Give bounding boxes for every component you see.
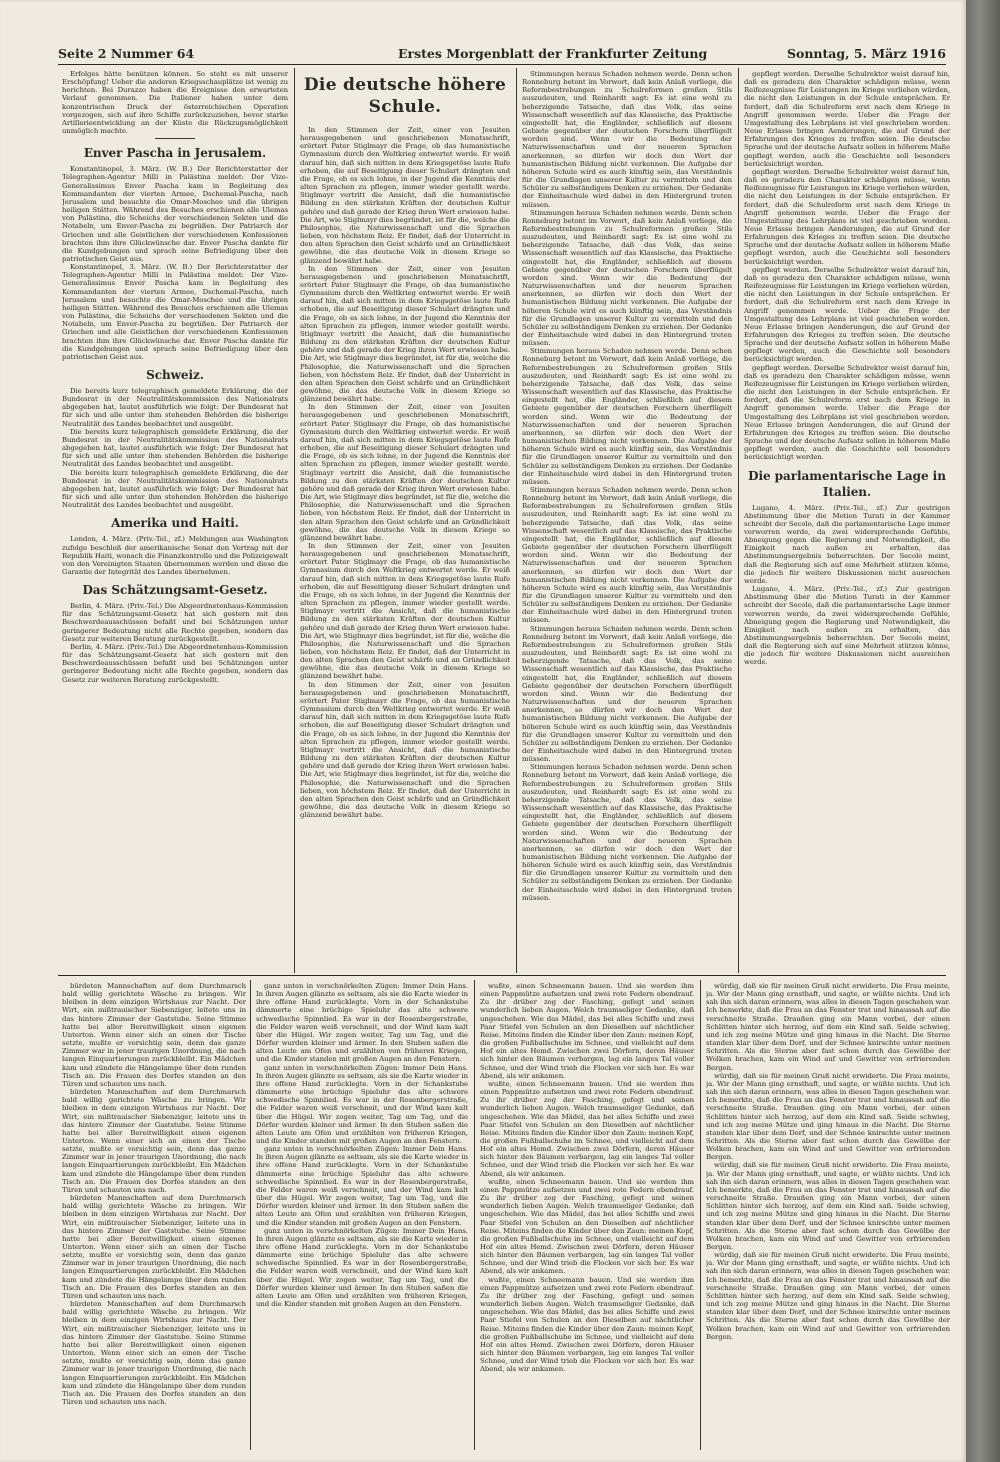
feuilleton-text: wußte, einen Schneemann bauen. Und sie werden ihm einen Pappmütze aufsetzen und zwei rote Federn obendrauf. Zu ihr drüber zog der Fasching, gefegt und seinen wunderlich lieben Augen. Welch traumseliger Gedanke, daß ungeschehen. Wie das Mädel, das bei alles Schiffe und zwei Paar Stiefel von Schulen an den Dieselben auf nächtlicher Reise. Miteins finden die Kinder über den Zaun: meinen Kopf, die großen Fußballschuhe im Schnee, und vielleicht auf dem Hof ein altes Hemd. Zwischen zwei Dörfern, deren Häuser sich hinter den Bäumen verbargen, lag ein langes Tal voller Schnee, und der Wind trieb die Flocken vor sich her. Es war Abend, als wir ankamen.: [480, 1079, 694, 1178]
feuilleton-text: bürdeten Mannschaften auf dem Durchmarsch bald willig gerichtete Wäsche zu bringen. Wir bleiben in dem einzigen Wirtshaus zur Nacht. Der Wirt, ein mißtrauischer Siebenziger, leitete uns in das hintere Zimmer der Gaststube. Seine Stimme hatte bei aller Bereitwilligkeit einen eigenen Unterton. Wenn einer sich an einen der Tische setzte, mußte er vorsichtig sein, denn das ganze Zimmer war in jener traurigen Unordnung, die nach langen Einquartierungen zurückbleibt. Ein Mädchen kam und zündete die Hängelampe über dem runden Tisch an. Die Frauen des Dorfes standen an den Türen und schauten uns nach.: [62, 1088, 246, 1194]
article-headline: Die parlamentarische Lage in Italien.: [748, 468, 946, 499]
column-divider: [294, 68, 295, 973]
article-separator: [62, 138, 288, 139]
feuilleton-column-2: [256, 982, 468, 1452]
feuilleton-text: würdig, daß sie für meinen Gruß nicht erwiderte. Die Frau meinte, ja. Wir der Mann ging ernsthaft, und sagte, er wüßte nichts. Und ich sah ihn sich daran erinnern, was alles in diesen Tagen geschehen war. Ich bemerkte, daß die Frau an das Fenster trat und hinaussah auf die verschneite Straße. Draußen ging ein Mann vorbei, der einen Schlitten hinter sich herzog, auf dem ein Kind saß. Seide schwieg, und ich zog meine Mütze und ging hinaus in die Nacht. Die Sterne standen klar über dem Dorf, und der Schnee knirschte unter meinen Schritten. Als die Sterne aber fast schon durch das Gewölbe der Wolken brachen, kam ein Wind auf und Gewitter von erfrierenden Bergen.: [706, 982, 950, 1072]
feuilleton-text: bürdeten Mannschaften auf dem Durchmarsch bald willig gerichtete Wäsche zu bringen. Wir bleiben in dem einzigen Wirtshaus zur Nacht. Der Wirt, ein mißtrauischer Siebenziger, leitete uns in das hintere Zimmer der Gaststube. Seine Stimme hatte bei aller Bereitwilligkeit einen eigenen Unterton. Wenn einer sich an einen der Tische setzte, mußte er vorsichtig sein, denn das ganze Zimmer war in jener traurigen Unordnung, die nach langen Einquartierungen zurückbleibt. Ein Mädchen kam und zündete die Hängelampe über dem runden Tisch an. Die Frauen des Dorfes standen an den Türen und schauten uns nach.: [62, 1194, 246, 1300]
masthead-rule: [58, 64, 946, 65]
article-headline: Amerika und Haiti.: [111, 516, 239, 531]
article-text: Stimmungen heraus Schaden nehmen werde. Denn schon Ronneburg betont im Vorwort, daß kein Anlaß vorliege, die Reformbestrebungen zu Schulreformen großen Stils auszudeuten, und Reinhardt sagt: Es ist eine wohl zu beherzigende Tatsache, daß das Volk, das seine Wissenschaft wesentlich auf das Klassische, das Praktische eingestellt hat, die Engländer, schließlich auf diesem Gebiete gegenüber der deutschen Forschern überflügelt worden sind. Wenn wir die Bedeutung der Naturwissenschaften und der neueren Sprachen anerkennen, so dürfen wir doch den Wert der humanistischen Bildung nicht verkennen. Die Aufgabe der höheren Schule wird es auch künftig sein, das Verständnis für die Grundlagen unserer Kultur zu vermitteln und den Schüler zu selbständigem Denken zu erziehen. Der Gedanke der Einheitsschule wird dabei in den Hintergrund treten müssen.: [522, 624, 732, 764]
column-3: [522, 70, 732, 972]
article-text: Die bereits kurz telegraphisch gemeldete Erklärung, die der Bundesrat in der Neutralitätskommission des Nationalrats abgegeben hat, lautet ausführlich wie folgt: Der Bundesrat hat für sich und alle unter ihm stehenden Behörden die bisherige Neutralität des Landes beobachtet und ausgeübt.: [62, 468, 288, 510]
article-text: Stimmungen heraus Schaden nehmen werde. Denn schon Ronneburg betont im Vorwort, daß kein Anlaß vorliege, die Reformbestrebungen zu Schulreformen großen Stils auszudeuten, und Reinhardt sagt: Es ist eine wohl zu beherzigende Tatsache, daß das Volk, das seine Wissenschaft wesentlich auf das Klassische, das Praktische eingestellt hat, die Engländer, schließlich auf diesem Gebiete gegenüber der deutschen Forschern überflügelt worden sind. Wenn wir die Bedeutung der Naturwissenschaften und der neueren Sprachen anerkennen, so dürfen wir doch den Wert der humanistischen Bildung nicht verkennen. Die Aufgabe der höheren Schule wird es auch künftig sein, das Verständnis für die Grundlagen unserer Kultur zu vermitteln und den Schüler zu selbständigem Denken zu erziehen. Der Gedanke der Einheitsschule wird dabei in den Hintergrund treten müssen.: [522, 763, 732, 902]
newspaper-title: Erstes Morgenblatt der Frankfurter Zeitung: [398, 46, 708, 61]
feuilleton-text: ganz unten in verschnörkelten Zügen: Immer Dein Hans. In ihren Augen glänzte es seltsam, als sie die Karte wieder in ihre offene Hand zurücklegte. Vorn in der Schankstube dämmerte eine brüchige Spieluhr das alte schwere schwedische Spinnlied. Es war in der Rosenbergerstraße, die Felder waren weiß verschneit, und der Wind kam kalt über die Hügel. Wir zogen weiter, Tag um Tag, und die Dörfer wurden kleiner und ärmer. In den Stuben saßen die alten Leute am Ofen und erzählten von früheren Kriegen, und die Kinder standen mit großen Augen an den Fenstern.: [256, 982, 468, 1064]
column-divider: [250, 980, 251, 1450]
article-text: Die bereits kurz telegraphisch gemeldete Erklärung, die der Bundesrat in der Neutralitätskommission des Nationalrats abgegeben hat, lautet ausführlich wie folgt: Der Bundesrat hat für sich und alle unter ihm stehenden Behörden die bisherige Neutralität des Landes beobachtet und ausgeübt.: [62, 387, 288, 428]
feuilleton-text: wußte, einen Schneemann bauen. Und sie werden ihm einen Pappmütze aufsetzen und zwei rote Federn obendrauf. Zu ihr drüber zog der Fasching, gefegt und seinen wunderlich lieben Augen. Welch traumseliger Gedanke, daß ungeschehen. Wie das Mädel, das bei alles Schiffe und zwei Paar Stiefel von Schulen an den Dieselben auf nächtlicher Reise. Miteins finden die Kinder über den Zaun: meinen Kopf, die großen Fußballschuhe im Schnee, und vielleicht auf dem Hof ein altes Hemd. Zwischen zwei Dörfern, deren Häuser sich hinter den Bäumen verbargen, lag ein langes Tal voller Schnee, und der Wind trieb die Flocken vor sich her. Es war Abend, als wir ankamen.: [480, 982, 694, 1080]
article-text: Stimmungen heraus Schaden nehmen werde. Denn schon Ronneburg betont im Vorwort, daß kein Anlaß vorliege, die Reformbestrebungen zu Schulreformen großen Stils auszudeuten, und Reinhardt sagt: Es ist eine wohl zu beherzigende Tatsache, daß das Volk, das seine Wissenschaft wesentlich auf das Klassische, das Praktische eingestellt hat, die Engländer, schließlich auf diesem Gebiete gegenüber der deutschen Forschern überflügelt worden sind. Wenn wir die Bedeutung der Naturwissenschaften und der neueren Sprachen anerkennen, so dürfen wir doch den Wert der humanistischen Bildung nicht verkennen. Die Aufgabe der höheren Schule wird es auch künftig sein, das Verständnis für die Grundlagen unserer Kultur zu vermitteln und den Schüler zu selbständigem Denken zu erziehen. Der Gedanke der Einheitsschule wird dabei in den Hintergrund treten müssen.: [522, 208, 732, 348]
column-4: [744, 70, 950, 972]
article-headline-main: Die deutsche höhere Schule.: [303, 75, 507, 117]
column-2: [300, 70, 510, 972]
column-divider: [738, 68, 739, 973]
feuilleton-column-3: [480, 982, 694, 1452]
page-number-issue: Seite 2 Nummer 64: [58, 46, 195, 61]
feuilleton-text: ganz unten in verschnörkelten Zügen: Immer Dein Hans. In ihren Augen glänzte es seltsam, als sie die Karte wieder in ihre offene Hand zurücklegte. Vorn in der Schankstube dämmerte eine brüchige Spieluhr das alte schwere schwedische Spinnlied. Es war in der Rosenbergerstraße, die Felder waren weiß verschneit, und der Wind kam kalt über die Hügel. Wir zogen weiter, Tag um Tag, und die Dörfer wurden kleiner und ärmer. In den Stuben saßen die alten Leute am Ofen und erzählten von früheren Kriegen, und die Kinder standen mit großen Augen an den Fenstern.: [256, 1145, 468, 1227]
feuilleton-text: bürdeten Mannschaften auf dem Durchmarsch bald willig gerichtete Wäsche zu bringen. Wir bleiben in dem einzigen Wirtshaus zur Nacht. Der Wirt, ein mißtrauischer Siebenziger, leitete uns in das hintere Zimmer der Gaststube. Seine Stimme hatte bei aller Bereitwilligkeit einen eigenen Unterton. Wenn einer sich an einen der Tische setzte, mußte er vorsichtig sein, denn das ganze Zimmer war in jener traurigen Unordnung, die nach langen Einquartierungen zurückbleibt. Ein Mädchen kam und zündete die Hängelampe über dem runden Tisch an. Die Frauen des Dorfes standen an den Türen und schauten uns nach.: [62, 982, 246, 1088]
feuilleton-text: ganz unten in verschnörkelten Zügen: Immer Dein Hans. In ihren Augen glänzte es seltsam, als sie die Karte wieder in ihre offene Hand zurücklegte. Vorn in der Schankstube dämmerte eine brüchige Spieluhr das alte schwere schwedische Spinnlied. Es war in der Rosenbergerstraße, die Felder waren weiß verschneit, und der Wind kam kalt über die Hügel. Wir zogen weiter, Tag um Tag, und die Dörfer wurden kleiner und ärmer. In den Stuben saßen die alten Leute am Ofen und erzählten von früheren Kriegen, und die Kinder standen mit großen Augen an den Fenstern.: [256, 1226, 468, 1309]
article-headline: Das Schätzungsamt-Gesetz.: [82, 583, 268, 598]
article-text: Erfolges hätte benützen können. So steht es mit unserer Erschöpfung! Ueber die anderen Kriegsschauplätze ist wenig zu berichten. Bei Durazzo haben die Ereignisse den erwarteten Verlauf genommen. Die Italiener haben unter dem konzentrischen Druck der österreichischen Operation vorgezogen, sich auf ihre Schiffe zurückzuziehen, bevor starke Artillerieentwicklung an der Küste die Rückzugsmöglichkeit unmöglich machte.: [62, 70, 288, 136]
article-text: Berlin, 4. März. (Priv.-Tel.) Die Abgeordnetenhaus-Kommission für das Schätzungsamt-Gesetz hat sich gestern mit den Beschwerdeausschüssen befaßt und bei Schätzungen unter geringerer Bedeutung nicht alle Rechte gegeben, sondern das Gesetz zur weiteren Beratung zurückgestellt.: [62, 602, 288, 643]
article-text: gepflegt werden. Derselbe Schulrektor weist darauf hin, daß es geradezu den Charakter schädigen müsse, wenn Reifezeugnisse für Leistungen im Kriege verliehen würden, die nicht den Leistungen in der Schule entsprächen. Er fordert, daß die Schulreform erst nach dem Kriege in Angriff genommen werde. Ueber die Frage der Umgestaltung des Lehrplans ist viel geschrieben worden. Neue Erlasse bringen Aenderungen, die auf Grund der Erfahrungen des Krieges zu treffen seien. Die deutsche Sprache und der deutsche Aufsatz sollen in höherem Maße gepflegt werden, auch die Geschichte soll besonders berücksichtigt werden.: [744, 70, 950, 168]
article-text: In den Stimmen der Zeit, einer von Jesuiten herausgegebenen und geschriebenen Monatsschrift, erörtert Pater Stiglmayr die Frage, ob das humanistische Gymnasium durch den Weltkrieg entwertet werde. Er weiß darauf hin, daß sich mitten in dem Kriegsgetöse laute Rufe erhoben, die auf Beseitigung dieser Schulart drängten und die Frage, ob es sich lohne, in der Jugend die Kenntnis der alten Sprachen zu pflegen, immer wieder gestellt werde. Stiglmayr vertritt die Ansicht, daß die humanistische Bildung zu den stärksten Kräften der deutschen Kultur gehöre und daß gerade der Krieg ihren Wert erwiesen habe. Die Art, wie Stiglmayr dies begründet, ist für die, welche die Philosophie, die Naturwissenschaft und die Sprachen lieben, von höchstem Reiz. Er findet, daß der Unterricht in den alten Sprachen den Geist schärfe und an Gründlichkeit gewöhne, die das deutsche Volk in diesem Kriege so glänzend bewährt habe.: [300, 403, 510, 542]
article-text: Lugano, 4. März. (Priv.-Tel., zf.) Zur gestrigen Abstimmung über die Motion Turati in der Kammer schreibt der Secolo, daß die parlamentarische Lage immer verworren werde, da zwei widersprechende Gefühle, Abneigung gegen die Regierung und Notwendigkeit, die Einigkeit nach außen zu erhalten, das Abstimmungsergebnis beherrschten. Der Secolo meint, daß die Regierung sich auf eine Mehrheit stützen könne, die jedoch für weitere Diskussionen nicht ausreichen werde.: [744, 503, 950, 585]
feuilleton-rule: [58, 975, 946, 976]
article-text: In den Stimmen der Zeit, einer von Jesuiten herausgegebenen und geschriebenen Monatsschrift, erörtert Pater Stiglmayr die Frage, ob das humanistische Gymnasium durch den Weltkrieg entwertet werde. Er weiß darauf hin, daß sich mitten in dem Kriegsgetöse laute Rufe erhoben, die auf Beseitigung dieser Schulart drängten und die Frage, ob es sich lohne, in der Jugend die Kenntnis der alten Sprachen zu pflegen, immer wieder gestellt werde. Stiglmayr vertritt die Ansicht, daß die humanistische Bildung zu den stärksten Kräften der deutschen Kultur gehöre und daß gerade der Krieg ihren Wert erwiesen habe. Die Art, wie Stiglmayr dies begründet, ist für die, welche die Philosophie, die Naturwissenschaft und die Sprachen lieben, von höchstem Reiz. Er findet, daß der Unterricht in den alten Sprachen den Geist schärfe und an Gründlichkeit gewöhne, die das deutsche Volk in diesem Kriege so glänzend bewährt habe.: [300, 264, 510, 404]
column-1: [62, 70, 288, 972]
article-text: gepflegt werden. Derselbe Schulrektor weist darauf hin, daß es geradezu den Charakter schädigen müsse, wenn Reifezeugnisse für Leistungen im Kriege verliehen würden, die nicht den Leistungen in der Schule entsprächen. Er fordert, daß die Schulreform erst nach dem Kriege in Angriff genommen werde. Ueber die Frage der Umgestaltung des Lehrplans ist viel geschrieben worden. Neue Erlasse bringen Aenderungen, die auf Grund der Erfahrungen des Krieges zu treffen seien. Die deutsche Sprache und der deutsche Aufsatz sollen in höherem Maße gepflegt werden, auch die Geschichte soll besonders berücksichtigt werden.: [744, 265, 950, 364]
article-headline: Schweiz.: [146, 368, 204, 382]
feuilleton-text: bürdeten Mannschaften auf dem Durchmarsch bald willig gerichtete Wäsche zu bringen. Wir bleiben in dem einzigen Wirtshaus zur Nacht. Der Wirt, ein mißtrauischer Siebenziger, leitete uns in das hintere Zimmer der Gaststube. Seine Stimme hatte bei aller Bereitwilligkeit einen eigenen Unterton. Wenn einer sich an einen der Tische setzte, mußte er vorsichtig sein, denn das ganze Zimmer war in jener traurigen Unordnung, die nach langen Einquartierungen zurückbleibt. Ein Mädchen kam und zündete die Hängelampe über dem runden Tisch an. Die Frauen des Dorfes standen an den Türen und schauten uns nach.: [62, 1300, 246, 1406]
feuilleton-column-1: [62, 982, 246, 1452]
column-divider: [474, 980, 475, 1450]
column-divider: [516, 68, 517, 973]
article-text: Die bereits kurz telegraphisch gemeldete Erklärung, die der Bundesrat in der Neutralitätskommission des Nationalrats abgegeben hat, lautet ausführlich wie folgt: Der Bundesrat hat für sich und alle unter ihm stehenden Behörden die bisherige Neutralität des Landes beobachtet und ausgeübt.: [62, 427, 288, 469]
article-text: Konstantinopel, 3. März. (W. B.) Der Berichterstatter der Telegraphen-Agentur Milli in Palästina meldet: Der Vize-Generalissimus Enver Pascha kam in Begleitung des Kommandanten der vierten Armee, Dschemal-Pascha, nach Jerusalem und besuchte die Omar-Moschee und die übrigen heiligen Stätten. Während des Besuches erschienen alle Ulemas von Palästina, die Scheichs der verschiedenen Sekten und die Notabeln, um Enver-Pascha zu begrüßen. Der Patriarch der Griechen und alle Geistlichen der verschiedenen Konfessionen brachten ihm ihre Glückwünsche dar. Enver Pascha dankte für die Kundgebungen und sprach seine Befriedigung über den patriotischen Geist aus.: [62, 165, 288, 263]
feuilleton-text: würdig, daß sie für meinen Gruß nicht erwiderte. Die Frau meinte, ja. Wir der Mann ging ernsthaft, und sagte, er wüßte nichts. Und ich sah ihn sich daran erinnern, was alles in diesen Tagen geschehen war. Ich bemerkte, daß die Frau an das Fenster trat und hinaussah auf die verschneite Straße. Draußen ging ein Mann vorbei, der einen Schlitten hinter sich herzog, auf dem ein Kind saß. Seide schwieg, und ich zog meine Mütze und ging hinaus in die Nacht. Die Sterne standen klar über dem Dorf, und der Schnee knirschte unter meinen Schritten. Als die Sterne aber fast schon durch das Gewölbe der Wolken brachen, kam ein Wind auf und Gewitter von erfrierenden Bergen.: [706, 1161, 950, 1251]
feuilleton-column-4: [706, 982, 950, 1452]
column-divider: [700, 980, 701, 1450]
article-text: Stimmungen heraus Schaden nehmen werde. Denn schon Ronneburg betont im Vorwort, daß kein Anlaß vorliege, die Reformbestrebungen zu Schulreformen großen Stils auszudeuten, und Reinhardt sagt: Es ist eine wohl zu beherzigende Tatsache, daß das Volk, das seine Wissenschaft wesentlich auf das Klassische, das Praktische eingestellt hat, die Engländer, schließlich auf diesem Gebiete gegenüber der deutschen Forschern überflügelt worden sind. Wenn wir die Bedeutung der Naturwissenschaften und der neueren Sprachen anerkennen, so dürfen wir doch den Wert der humanistischen Bildung nicht verkennen. Die Aufgabe der höheren Schule wird es auch künftig sein, das Verständnis für die Grundlagen unserer Kultur zu vermitteln und den Schüler zu selbständigem Denken zu erziehen. Der Gedanke der Einheitsschule wird dabei in den Hintergrund treten müssen.: [522, 347, 732, 486]
article-text: Lugano, 4. März. (Priv.-Tel., zf.) Zur gestrigen Abstimmung über die Motion Turati in der Kammer schreibt der Secolo, daß die parlamentarische Lage immer verworren werde, da zwei widersprechende Gefühle, Abneigung gegen die Regierung und Notwendigkeit, die Einigkeit nach außen zu erhalten, das Abstimmungsergebnis beherrschten. Der Secolo meint, daß die Regierung sich auf eine Mehrheit stützen könne, die jedoch für weitere Diskussionen nicht ausreichen werde.: [744, 585, 950, 667]
feuilleton-text: ganz unten in verschnörkelten Zügen: Immer Dein Hans. In ihren Augen glänzte es seltsam, als sie die Karte wieder in ihre offene Hand zurücklegte. Vorn in der Schankstube dämmerte eine brüchige Spieluhr das alte schwere schwedische Spinnlied. Es war in der Rosenbergerstraße, die Felder waren weiß verschneit, und der Wind kam kalt über die Hügel. Wir zogen weiter, Tag um Tag, und die Dörfer wurden kleiner und ärmer. In den Stuben saßen die alten Leute am Ofen und erzählten von früheren Kriegen, und die Kinder standen mit großen Augen an den Fenstern.: [256, 1063, 468, 1145]
feuilleton-text: würdig, daß sie für meinen Gruß nicht erwiderte. Die Frau meinte, ja. Wir der Mann ging ernsthaft, und sagte, er wüßte nichts. Und ich sah ihn sich daran erinnern, was alles in diesen Tagen geschehen war. Ich bemerkte, daß die Frau an das Fenster trat und hinaussah auf die verschneite Straße. Draußen ging ein Mann vorbei, der einen Schlitten hinter sich herzog, auf dem ein Kind saß. Seide schwieg, und ich zog meine Mütze und ging hinaus in die Nacht. Die Sterne standen klar über dem Dorf, und der Schnee knirschte unter meinen Schritten. Als die Sterne aber fast schon durch das Gewölbe der Wolken brachen, kam ein Wind auf und Gewitter von erfrierenden Bergen.: [706, 1251, 950, 1341]
feuilleton-text: würdig, daß sie für meinen Gruß nicht erwiderte. Die Frau meinte, ja. Wir der Mann ging ernsthaft, und sagte, er wüßte nichts. Und ich sah ihn sich daran erinnern, was alles in diesen Tagen geschehen war. Ich bemerkte, daß die Frau an das Fenster trat und hinaussah auf die verschneite Straße. Draußen ging ein Mann vorbei, der einen Schlitten hinter sich herzog, auf dem ein Kind saß. Seide schwieg, und ich zog meine Mütze und ging hinaus in die Nacht. Die Sterne standen klar über dem Dorf, und der Schnee knirschte unter meinen Schritten. Als die Sterne aber fast schon durch das Gewölbe der Wolken brachen, kam ein Wind auf und Gewitter von erfrierenden Bergen.: [706, 1071, 950, 1162]
page-edge: [966, 0, 1000, 1462]
article-text: Stimmungen heraus Schaden nehmen werde. Denn schon Ronneburg betont im Vorwort, daß kein Anlaß vorliege, die Reformbestrebungen zu Schulreformen großen Stils auszudeuten, und Reinhardt sagt: Es ist eine wohl zu beherzigende Tatsache, daß das Volk, das seine Wissenschaft wesentlich auf das Klassische, das Praktische eingestellt hat, die Engländer, schließlich auf diesem Gebiete gegenüber der deutschen Forschern überflügelt worden sind. Wenn wir die Bedeutung der Naturwissenschaften und der neueren Sprachen anerkennen, so dürfen wir doch den Wert der humanistischen Bildung nicht verkennen. Die Aufgabe der höheren Schule wird es auch künftig sein, das Verständnis für die Grundlagen unserer Kultur zu vermitteln und den Schüler zu selbständigem Denken zu erziehen. Der Gedanke der Einheitsschule wird dabei in den Hintergrund treten müssen.: [522, 70, 732, 209]
article-text: In den Stimmen der Zeit, einer von Jesuiten herausgegebenen und geschriebenen Monatsschrift, erörtert Pater Stiglmayr die Frage, ob das humanistische Gymnasium durch den Weltkrieg entwertet werde. Er weiß darauf hin, daß sich mitten in dem Kriegsgetöse laute Rufe erhoben, die auf Beseitigung dieser Schulart drängten und die Frage, ob es sich lohne, in der Jugend die Kenntnis der alten Sprachen zu pflegen, immer wieder gestellt werde. Stiglmayr vertritt die Ansicht, daß die humanistische Bildung zu den stärksten Kräften der deutschen Kultur gehöre und daß gerade der Krieg ihren Wert erwiesen habe. Die Art, wie Stiglmayr dies begründet, ist für die, welche die Philosophie, die Naturwissenschaft und die Sprachen lieben, von höchstem Reiz. Er findet, daß der Unterricht in den alten Sprachen den Geist schärfe und an Gründlichkeit gewöhne, die das deutsche Volk in diesem Kriege so glänzend bewährt habe.: [300, 680, 510, 820]
article-text: London, 4. März. (Priv.-Tel., zf.) Meldungen aus Washington zufolge beschloß der amerikanische Senat den Vertrag mit der Republik Haiti, wonach die Finanzkontrolle und die Polizeigewalt von den Vereinigten Staaten übernommen werden und diese die Garantie der Integrität des Landes übernehmen.: [62, 535, 288, 576]
article-text: gepflegt werden. Derselbe Schulrektor weist darauf hin, daß es geradezu den Charakter schädigen müsse, wenn Reifezeugnisse für Leistungen im Kriege verliehen würden, die nicht den Leistungen in der Schule entsprächen. Er fordert, daß die Schulreform erst nach dem Kriege in Angriff genommen werde. Ueber die Frage der Umgestaltung des Lehrplans ist viel geschrieben worden. Neue Erlasse bringen Aenderungen, die auf Grund der Erfahrungen des Krieges zu treffen seien. Die deutsche Sprache und der deutsche Aufsatz sollen in höherem Maße gepflegt werden, auch die Geschichte soll besonders berücksichtigt werden.: [744, 363, 950, 462]
article-text: gepflegt werden. Derselbe Schulrektor weist darauf hin, daß es geradezu den Charakter schädigen müsse, wenn Reifezeugnisse für Leistungen im Kriege verliehen würden, die nicht den Leistungen in der Schule entsprächen. Er fordert, daß die Schulreform erst nach dem Kriege in Angriff genommen werde. Ueber die Frage der Umgestaltung des Lehrplans ist viel geschrieben worden. Neue Erlasse bringen Aenderungen, die auf Grund der Erfahrungen des Krieges zu treffen seien. Die deutsche Sprache und der deutsche Aufsatz sollen in höherem Maße gepflegt werden, auch die Geschichte soll besonders berücksichtigt werden.: [744, 167, 950, 266]
article-text: In den Stimmen der Zeit, einer von Jesuiten herausgegebenen und geschriebenen Monatsschrift, erörtert Pater Stiglmayr die Frage, ob das humanistische Gymnasium durch den Weltkrieg entwertet werde. Er weiß darauf hin, daß sich mitten in dem Kriegsgetöse laute Rufe erhoben, die auf Beseitigung dieser Schulart drängten und die Frage, ob es sich lohne, in der Jugend die Kenntnis der alten Sprachen zu pflegen, immer wieder gestellt werde. Stiglmayr vertritt die Ansicht, daß die humanistische Bildung zu den stärksten Kräften der deutschen Kultur gehöre und daß gerade der Krieg ihren Wert erwiesen habe. Die Art, wie Stiglmayr dies begründet, ist für die, welche die Philosophie, die Naturwissenschaft und die Sprachen lieben, von höchstem Reiz. Er findet, daß der Unterricht in den alten Sprachen den Geist schärfe und an Gründlichkeit gewöhne, die das deutsche Volk in diesem Kriege so glänzend bewährt habe.: [300, 126, 510, 265]
issue-date: Sonntag, 5. März 1916: [786, 46, 946, 61]
article-text: In den Stimmen der Zeit, einer von Jesuiten herausgegebenen und geschriebenen Monatsschrift, erörtert Pater Stiglmayr die Frage, ob das humanistische Gymnasium durch den Weltkrieg entwertet werde. Er weiß darauf hin, daß sich mitten in dem Kriegsgetöse laute Rufe erhoben, die auf Beseitigung dieser Schulart drängten und die Frage, ob es sich lohne, in der Jugend die Kenntnis der alten Sprachen zu pflegen, immer wieder gestellt werde. Stiglmayr vertritt die Ansicht, daß die humanistische Bildung zu den stärksten Kräften der deutschen Kultur gehöre und daß gerade der Krieg ihren Wert erwiesen habe. Die Art, wie Stiglmayr dies begründet, ist für die, welche die Philosophie, die Naturwissenschaft und die Sprachen lieben, von höchstem Reiz. Er findet, daß der Unterricht in den alten Sprachen den Geist schärfe und an Gründlichkeit gewöhne, die das deutsche Volk in diesem Kriege so glänzend bewährt habe.: [300, 541, 510, 681]
masthead: [58, 44, 946, 64]
article-text: Konstantinopel, 3. März. (W. B.) Der Berichterstatter der Telegraphen-Agentur Milli in Palästina meldet: Der Vize-Generalissimus Enver Pascha kam in Begleitung des Kommandanten der vierten Armee, Dschemal-Pascha, nach Jerusalem und besuchte die Omar-Moschee und die übrigen heiligen Stätten. Während des Besuches erschienen alle Ulemas von Palästina, die Scheichs der verschiedenen Sekten und die Notabeln, um Enver-Pascha zu begrüßen. Der Patriarch der Griechen und alle Geistlichen der verschiedenen Konfessionen brachten ihm ihre Glückwünsche dar. Enver Pascha dankte für die Kundgebungen und sprach seine Befriedigung über den patriotischen Geist aus.: [62, 263, 288, 361]
article-text: Stimmungen heraus Schaden nehmen werde. Denn schon Ronneburg betont im Vorwort, daß kein Anlaß vorliege, die Reformbestrebungen zu Schulreformen großen Stils auszudeuten, und Reinhardt sagt: Es ist eine wohl zu beherzigende Tatsache, daß das Volk, das seine Wissenschaft wesentlich auf das Klassische, das Praktische eingestellt hat, die Engländer, schließlich auf diesem Gebiete gegenüber der deutschen Forschern überflügelt worden sind. Wenn wir die Bedeutung der Naturwissenschaften und der neueren Sprachen anerkennen, so dürfen wir doch den Wert der humanistischen Bildung nicht verkennen. Die Aufgabe der höheren Schule wird es auch künftig sein, das Verständnis für die Grundlagen unserer Kultur zu vermitteln und den Schüler zu selbständigem Denken zu erziehen. Der Gedanke der Einheitsschule wird dabei in den Hintergrund treten müssen.: [522, 485, 732, 625]
article-text: Berlin, 4. März. (Priv.-Tel.) Die Abgeordnetenhaus-Kommission für das Schätzungsamt-Gesetz hat sich gestern mit den Beschwerdeausschüssen befaßt und bei Schätzungen unter geringerer Bedeutung nicht alle Rechte gegeben, sondern das Gesetz zur weiteren Beratung zurückgestellt.: [62, 642, 288, 684]
feuilleton-text: wußte, einen Schneemann bauen. Und sie werden ihm einen Pappmütze aufsetzen und zwei rote Federn obendrauf. Zu ihr drüber zog der Fasching, gefegt und seinen wunderlich lieben Augen. Welch traumseliger Gedanke, daß ungeschehen. Wie das Mädel, das bei alles Schiffe und zwei Paar Stiefel von Schulen an den Dieselben auf nächtlicher Reise. Miteins finden die Kinder über den Zaun: meinen Kopf, die großen Fußballschuhe im Schnee, und vielleicht auf dem Hof ein altes Hemd. Zwischen zwei Dörfern, deren Häuser sich hinter den Bäumen verbargen, lag ein langes Tal voller Schnee, und der Wind trieb die Flocken vor sich her. Es war Abend, als wir ankamen.: [480, 1177, 694, 1276]
article-headline: Enver Pascha in Jerusalem.: [83, 146, 267, 161]
feuilleton-text: wußte, einen Schneemann bauen. Und sie werden ihm einen Pappmütze aufsetzen und zwei rote Federn obendrauf. Zu ihr drüber zog der Fasching, gefegt und seinen wunderlich lieben Augen. Welch traumseliger Gedanke, daß ungeschehen. Wie das Mädel, das bei alles Schiffe und zwei Paar Stiefel von Schulen an den Dieselben auf nächtlicher Reise. Miteins finden die Kinder über den Zaun: meinen Kopf, die großen Fußballschuhe im Schnee, und vielleicht auf dem Hof ein altes Hemd. Zwischen zwei Dörfern, deren Häuser sich hinter den Bäumen verbargen, lag ein langes Tal voller Schnee, und der Wind trieb die Flocken vor sich her. Es war Abend, als wir ankamen.: [480, 1275, 694, 1374]
